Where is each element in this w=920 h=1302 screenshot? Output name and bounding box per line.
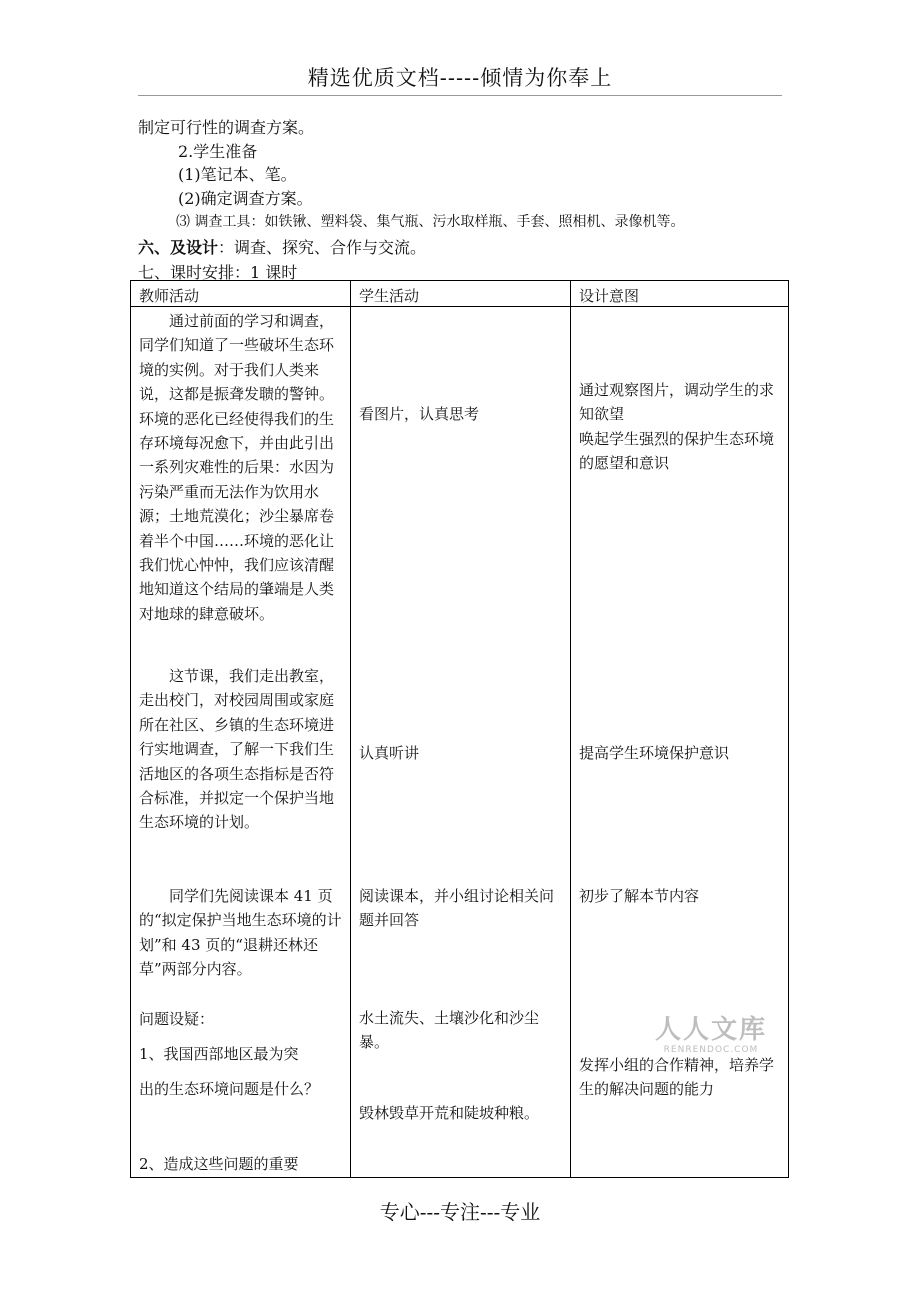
teacher-paragraph-1: 通过前面的学习和调查，同学们知道了一些破坏生态环境的实例。对于我们人类来说，这都是振聋发聩的警钟。环境的恶化已经使得我们的生存环境每况愈下，并由此引出一系列灾难性的后果：水因为污染严重而无法作为饮用水源；土地荒漠化；沙尘暴席卷着半个中国……环境的恶化让我们忧心忡忡，我们应该清醒地知道这个结局的肇端是人类对地球的肆意破坏。 [139, 312, 335, 623]
header-rule [138, 95, 782, 96]
student-activity-1: 看图片，认真思考 [359, 405, 480, 423]
question-1b: 出的生态环境问题是什么？ [139, 1080, 320, 1098]
col-header-student: 学生活动 [359, 287, 420, 305]
teacher-paragraph-3: 同学们先阅读课本 41 页的“拟定保护当地生态环境的计划”和 43 页的“退耕还林还草”两部分内容。 [139, 887, 342, 979]
intent-1b: 唤起学生强烈的保护生态环境的愿望和意识 [579, 430, 775, 473]
intent-2: 提高学生环境保护意识 [579, 744, 730, 762]
table-header-rule [131, 306, 788, 307]
intent-1a: 通过观察图片，调动学生的求知欲望 [579, 381, 775, 424]
col-header-intent: 设计意图 [579, 287, 640, 305]
col-header-teacher: 教师活动 [139, 287, 200, 305]
student-activity-3: 阅读课本，并小组讨论相关问题并回答 [359, 887, 555, 930]
intro-line-3: (1)笔记本、笔。 [178, 165, 297, 184]
question-title: 问题设疑： [139, 1010, 215, 1028]
watermark-logo [646, 1015, 776, 1056]
intent-4: 发挥小组的合作精神，培养学生的解决问题的能力 [579, 1056, 775, 1099]
student-activity-5: 毁林毁草开荒和陡坡种粮。 [359, 1104, 540, 1122]
question-2: 2、造成这些问题的重要 [139, 1155, 299, 1173]
table-divider [350, 281, 351, 1177]
student-activity-2: 认真听讲 [359, 744, 420, 762]
teacher-paragraph-2: 这节课，我们走出教室，走出校门，对校园周围或家庭所在社区、乡镇的生态环境进行实地调查，了解一下我们生活地区的各项生态指标是否符合标准，并拟定一个保护当地生态环境的计划。 [139, 667, 335, 832]
table-divider [570, 281, 571, 1177]
intent-3: 初步了解本节内容 [579, 887, 700, 905]
page-header: 精选优质文档-----倾情为你奉上 [307, 66, 613, 90]
student-activity-4: 水土流失、土壤沙化和沙尘暴。 [359, 1009, 540, 1052]
watermark-domain: RENRENDOC.COM [663, 1045, 759, 1055]
intro-line-7: 七、课时安排：1 课时 [138, 263, 298, 282]
watermark-text: 人人文库 [654, 1015, 767, 1045]
section-six-text: ：调查、探究、合作与交流。 [218, 238, 427, 257]
intro-line-4: (2)确定调查方案。 [178, 189, 313, 208]
intro-line-5: ⑶ 调查工具：如铁锹、塑料袋、集气瓶、污水取样瓶、手套、照相机、录像机等。 [176, 214, 685, 230]
intro-line-6 [138, 235, 426, 258]
page-footer: 专心---专注---专业 [379, 1200, 541, 1224]
intro-line-1: 制定可行性的调查方案。 [138, 118, 315, 137]
intro-line-2: 2.学生准备 [178, 142, 258, 161]
question-1a: 1、我国西部地区最为突 [139, 1045, 299, 1063]
section-six-title: 六、及设计 [138, 238, 219, 257]
